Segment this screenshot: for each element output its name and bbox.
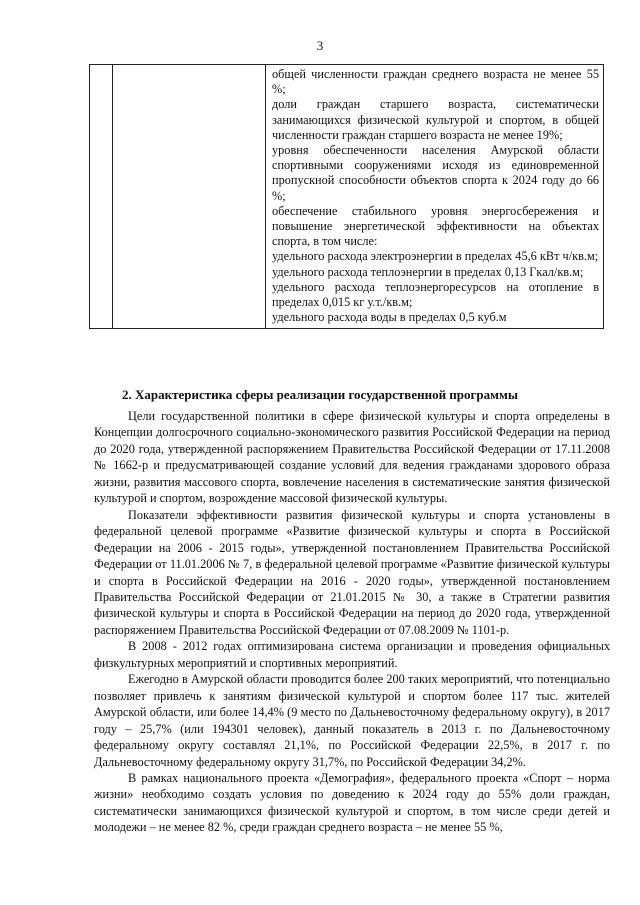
table-line: удельного расхода теплоэнергии в пределах 0,13 Гкал/кв.м; [272,264,584,279]
table-line: уровня обеспеченности населения Амурской области спортивными сооружениями исходя из единовременной пропускной способности объектов спорта к 2024 году до 66 %; [272,143,599,203]
indicators-table [89,64,604,329]
table-cell-empty-2 [113,65,266,329]
body-paragraph: В 2008 - 2012 годах оптимизирована система организации и проведения официальных физкультурных мероприятий и спортивных мероприятий. [94,639,610,670]
body-paragraph: Показатели эффективности развития физической культуры и спорта установлены в федеральной целевой программе «Развитие физической культуры и спорта в Российской Федерации на 2006 - 2015 годы», утвержденной постановлением Правительства Российской Федерации от 11.01.2006 № 7, в федеральной целевой программе «Развитие физической культуры и спорта в Российской Федерации на 2016 - 2020 годы», утвержденной постановлением Правительства Российской Федерации от 21.01.2015 № 30, а также в Стратегии развития физической культуры и спорта в Российской Федерации на период до 2020 года, утвержденной распоряжением Правительства Российской Федерации от 07.08.2009 № 1101-р. [94,507,610,637]
table-line: обеспечение стабильного уровня энергосбережения и повышение энергетической эффективности на объектах спорта, в том числе: [272,203,599,249]
table-line: удельного расхода теплоэнергоресурсов на отопление в пределах 0,015 кг у.т./кв.м; [272,279,599,310]
table-line: удельного расхода электроэнергии в пределах 45,6 кВт ч/кв.м; [272,249,599,264]
table-line: доли граждан старшего возраста, систематически занимающихся физической культурой и спортом, в общей численности граждан старшего возраста не менее 19%; [272,97,599,142]
section-heading: 2. Характеристика сферы реализации государственной программы [121,387,519,402]
section-body [94,408,610,836]
table-line: удельного расхода воды в пределах 0,5 куб.м [272,310,507,325]
body-paragraph: В рамках национального проекта «Демография», федерального проекта «Спорт – норма жизни» необходимо создать условия по доведению к 2024 году до 55% доли граждан, систематически занимающихся физической культурой и спортом, в том числе среди детей и молодежи – не менее 82 %, среди граждан среднего возраста – не менее 55 %, [94,770,610,835]
table-line: общей численности граждан среднего возраста не менее 55 %; [272,67,599,97]
body-paragraph: Ежегодно в Амурской области проводится более 200 таких мероприятий, что потенциально позволяет привлечь к занятиям физической культурой и спортом более 117 тыс. жителей Амурской области, или более 14,4% (9 место по Дальневосточному федеральному округу), в 2017 году – 25,7% (или 194301 человек), данный показатель в 2013 г. по Дальневосточному федеральному округу составлял 21,1%, по Российской Федерации 22,5%, в 2017 г. по Дальневосточному федеральному округу 31,7%, по Российской Федерации 34,2%. [94,672,610,769]
page-number: 3 [316,38,324,53]
table-cell-targets [266,65,604,329]
table-cell-empty-1 [90,65,113,329]
body-paragraph: Цели государственной политики в сфере физической культуры и спорта определены в Концепции долгосрочного социально-экономического развития Российской Федерации на период до 2020 года, утвержденной распоряжением Правительства Российской Федерации от 17.11.2008 № 1662-р и предусматривающей создание условий для ведения гражданами здорового образа жизни, развития массового спорта, вовлечение населения в систематические занятия физической культурой и спортом, возрождение массовой физической культуры. [94,409,610,506]
table-row [90,65,604,329]
